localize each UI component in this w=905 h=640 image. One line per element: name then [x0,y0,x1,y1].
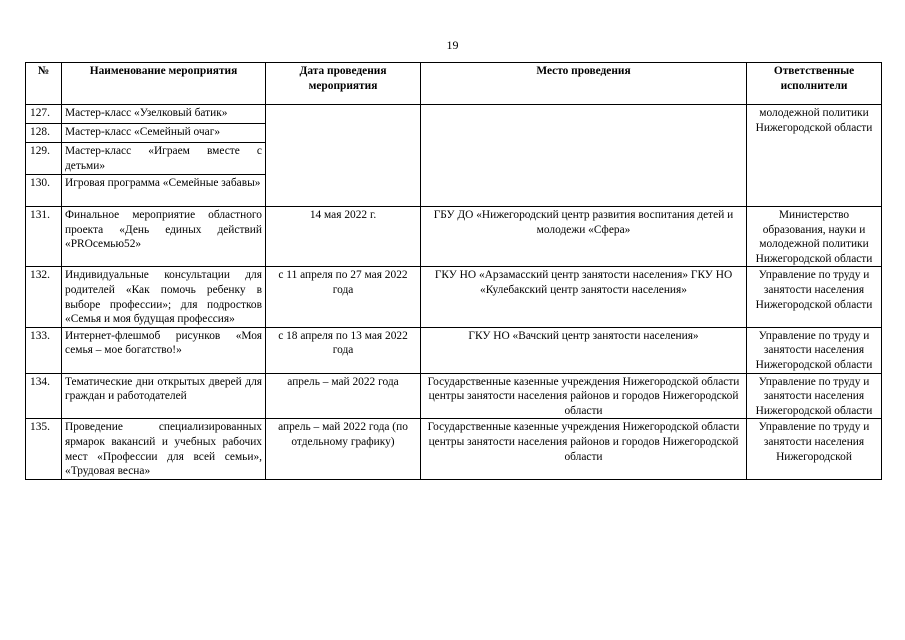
table-row [26,105,882,124]
header-name: Наименование мероприятия [62,63,266,105]
row-name: Мастер-класс «Играем вместе с детьми» [62,143,266,175]
row-date: с 18 апреля по 13 мая 2022 года [266,327,421,373]
table-row [26,207,882,267]
row-num: 130. [26,175,62,207]
table-row [26,419,882,479]
row-num: 134. [26,373,62,419]
page-number: 19 [446,38,459,52]
row-date: с 11 апреля по 27 мая 2022 года [266,267,421,327]
row-name: Финальное мероприятие областного проекта «День единых действий «PROсемью52» [62,207,266,267]
row-num: 131. [26,207,62,267]
row-name: Индивидуальные консультации для родителей «Как помочь ребенку в выборе профессии»; для подростков «Семья и моя будущая профессия» [62,267,266,327]
row-name: Мастер-класс «Узелковый батик» [62,105,266,124]
header-place: Место проведения [421,63,747,105]
row-date [266,105,421,207]
row-responsible: Управление по труду и занятости населения Нижегородской области [747,267,882,327]
events-table [25,62,882,480]
header-responsible: Ответственные исполнители [747,63,882,105]
row-responsible: Управление по труду и занятости населения Нижегородской [747,419,882,479]
row-responsible: Министерство образования, науки и молодежной политики Нижегородской области [747,207,882,267]
row-num: 132. [26,267,62,327]
row-name: Тематические дни открытых дверей для граждан и работодателей [62,373,266,419]
row-num: 135. [26,419,62,479]
row-place: Государственные казенные учреждения Нижегородской области центры занятости населения районов и городов Нижегородской области [421,419,747,479]
row-num: 129. [26,143,62,175]
row-responsible: молодежной политики Нижегородской области [747,105,882,207]
table-header-row [26,63,882,105]
row-place: ГКУ НО «Вачский центр занятости населения» [421,327,747,373]
header-date: Дата проведения мероприятия [266,63,421,105]
table-row [26,267,882,327]
row-name: Игровая программа «Семейные забавы» [62,175,266,207]
row-place [421,105,747,207]
row-place: Государственные казенные учреждения Нижегородской области центры занятости населения районов и городов Нижегородской области [421,373,747,419]
row-date: апрель – май 2022 года [266,373,421,419]
row-date: 14 мая 2022 г. [266,207,421,267]
row-num: 133. [26,327,62,373]
row-num: 128. [26,124,62,143]
row-name: Мастер-класс «Семейный очаг» [62,124,266,143]
row-responsible: Управление по труду и занятости населения Нижегородской области [747,373,882,419]
header-num: № [26,63,62,105]
table-row [26,327,882,373]
row-responsible: Управление по труду и занятости населения Нижегородской области [747,327,882,373]
row-num: 127. [26,105,62,124]
row-place: ГКУ НО «Арзамасский центр занятости населения» ГКУ НО «Кулебакский центр занятости населения» [421,267,747,327]
row-date: апрель – май 2022 года (по отдельному графику) [266,419,421,479]
row-name: Проведение специализированных ярмарок вакансий и учебных рабочих мест «Профессии для всей семьи», «Трудовая весна» [62,419,266,479]
table-row [26,373,882,419]
row-name: Интернет-флешмоб рисунков «Моя семья – мое богатство!» [62,327,266,373]
row-place: ГБУ ДО «Нижегородский центр развития воспитания детей и молодежи «Сфера» [421,207,747,267]
